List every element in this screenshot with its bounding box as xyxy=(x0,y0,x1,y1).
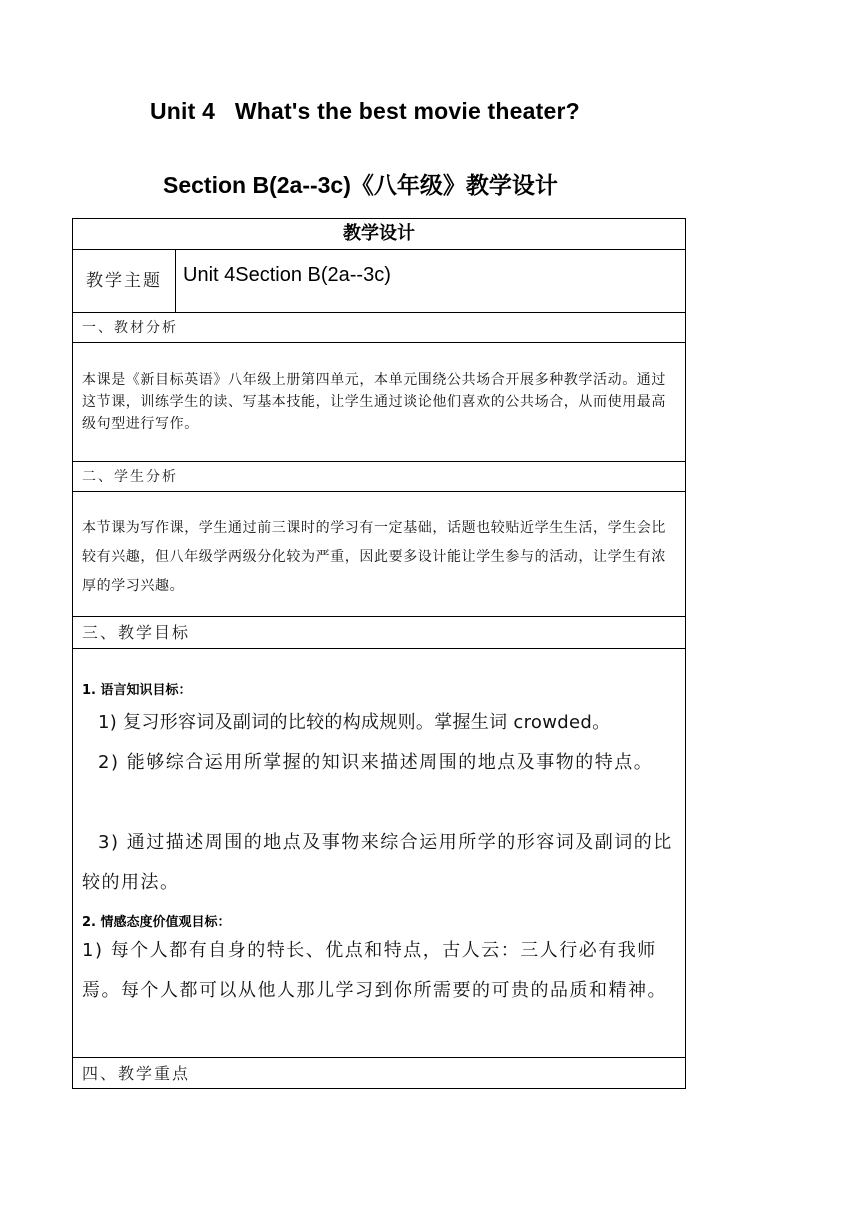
section-student-analysis: 二、学生分析 xyxy=(73,462,685,492)
section-textbook-analysis: 一、教材分析 xyxy=(73,313,685,343)
language-goal-item: 3) 通过描述周围的地点及事物来综合运用所学的形容词及副词的比较的用法。 xyxy=(82,832,673,893)
student-analysis-cell xyxy=(73,492,685,617)
student-analysis-text: 本节课为写作课，学生通过前三课时的学习有一定基础，话题也较贴近学生生活，学生会比较有兴趣，但八年级学两级分化较为严重，因此要多设计能让学生参与的活动，让学生有浓厚的学习兴趣。 xyxy=(82,520,666,594)
topic-value: Unit 4Section B(2a--3c) xyxy=(183,264,391,286)
emotion-goal-title: 2. 情感态度价值观目标： xyxy=(82,915,231,930)
topic-label: 教学主题 xyxy=(73,250,176,312)
teaching-goals-cell xyxy=(73,649,685,1058)
section-teaching-goals: 三、教学目标 xyxy=(73,617,685,649)
topic-row xyxy=(73,250,685,313)
textbook-analysis-text: 本课是《新目标英语》八年级上册第四单元，本单元围绕公共场合开展多种教学活动。通过这节课，训练学生的读、写基本技能，让学生通过谈论他们喜欢的公共场合，从而使用最高级句型进行写作。 xyxy=(82,372,666,432)
document-title: Unit 4 What's the best movie theater? xyxy=(150,98,580,124)
emotion-goal-text: 1) 每个人都有自身的特长、优点和特点，古人云：三人行必有我师焉。每个人都可以从他人那儿学习到你所需要的可贵的品质和精神。 xyxy=(82,940,667,1001)
language-goal-item: 1) 复习形容词及副词的比较的构成规则。掌握生词 crowded。 xyxy=(98,712,611,733)
section-teaching-focus: 四、教学重点 xyxy=(82,1064,191,1083)
design-table xyxy=(72,218,686,1089)
language-goal-item: 2) 能够综合运用所掌握的知识来描述周围的地点及事物的特点。 xyxy=(98,752,654,773)
table-header: 教学设计 xyxy=(73,219,685,250)
textbook-analysis-cell xyxy=(73,343,685,462)
document-subtitle: Section B(2a--3c)《八年级》教学设计 xyxy=(163,172,558,198)
language-goal-title: 1. 语言知识目标： xyxy=(82,683,192,698)
